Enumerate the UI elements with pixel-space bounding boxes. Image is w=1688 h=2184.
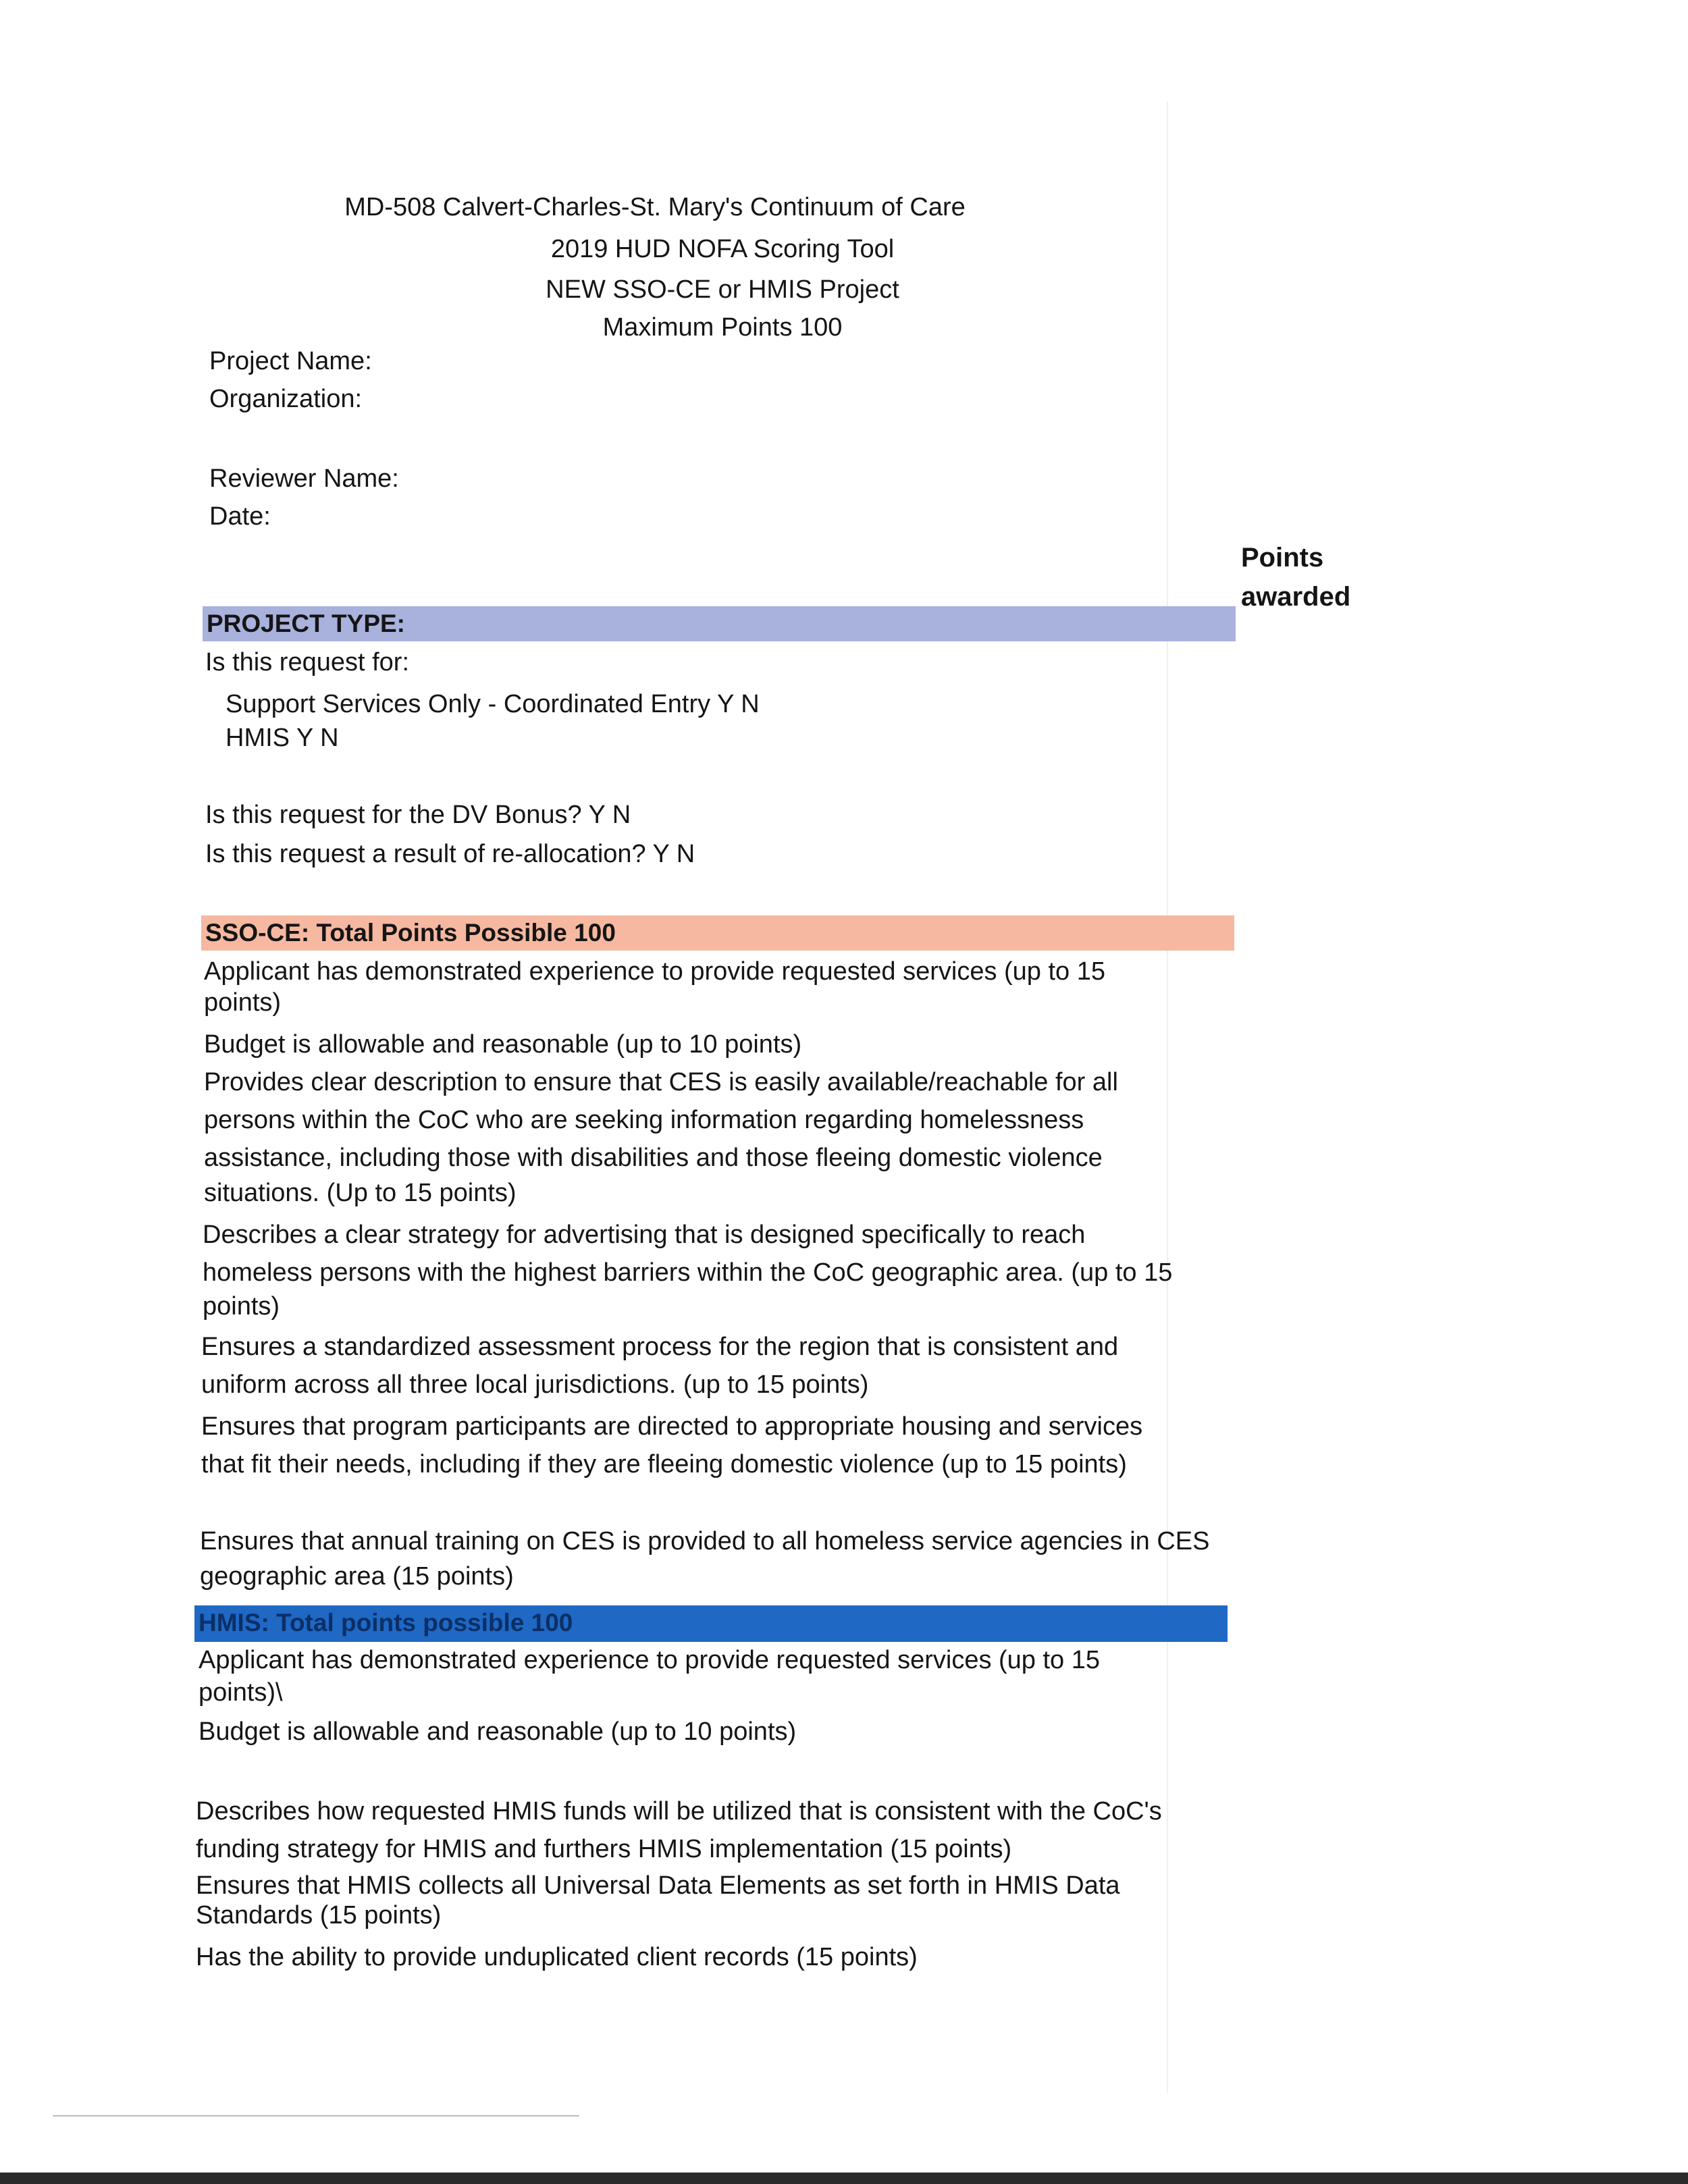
points-column-label-line1: Points (1241, 543, 1324, 572)
project-type-option-sso: Support Services Only - Coordinated Entry Y N (226, 690, 760, 718)
reviewer-name-field: Reviewer Name: (209, 464, 399, 493)
hmis-line: points)\ (199, 1678, 283, 1707)
sso-ce-line: Budget is allowable and reasonable (up to 10 points) (204, 1030, 802, 1059)
sso-ce-heading: SSO-CE: Total Points Possible 100 (205, 919, 616, 947)
reallocation-question: Is this request a result of re-allocation? Y N (205, 840, 695, 868)
hmis-heading: HMIS: Total points possible 100 (199, 1609, 573, 1636)
project-type-question: Is this request for: (205, 648, 410, 676)
scan-bottom-edge (0, 2173, 1688, 2184)
sso-ce-line: Applicant has demonstrated experience to provide requested services (up to 15 (204, 957, 1106, 986)
hmis-line: Describes how requested HMIS funds will be utilized that is consistent with the CoC's (196, 1797, 1162, 1826)
hmis-line: funding strategy for HMIS and furthers HMIS implementation (15 points) (196, 1835, 1012, 1863)
header-title: MD-508 Calvert-Charles-St. Mary's Continuum of Care (344, 193, 966, 221)
hmis-line: Has the ability to provide unduplicated client records (15 points) (196, 1943, 918, 1971)
hmis-line: Budget is allowable and reasonable (up to 10 points) (199, 1717, 797, 1746)
sso-ce-line: Provides clear description to ensure that CES is easily available/reachable for all (204, 1068, 1118, 1096)
hmis-line: Applicant has demonstrated experience to provide requested services (up to 15 (199, 1646, 1101, 1674)
organization-field: Organization: (209, 385, 363, 413)
sso-ce-line: situations. (Up to 15 points) (204, 1179, 517, 1207)
hmis-line: Ensures that HMIS collects all Universal Data Elements as set forth in HMIS Data (196, 1871, 1120, 1900)
sso-ce-line: persons within the CoC who are seeking information regarding homelessness (204, 1106, 1084, 1134)
header-subtitle: 2019 HUD NOFA Scoring Tool (550, 235, 895, 263)
sso-ce-line: Ensures a standardized assessment process for the region that is consistent and (201, 1333, 1119, 1361)
scan-artifact-line (1167, 101, 1168, 2093)
sso-ce-line: uniform across all three local jurisdictions. (up to 15 points) (201, 1370, 869, 1399)
sso-ce-line: homeless persons with the highest barriers within the CoC geographic area. (up to 15 (203, 1258, 1173, 1287)
points-column-label-line2: awarded (1241, 582, 1351, 612)
sso-ce-line: assistance, including those with disabilities and those fleeing domestic violence (204, 1144, 1103, 1172)
sso-ce-line: geographic area (15 points) (200, 1562, 514, 1591)
hmis-line: Standards (15 points) (196, 1901, 442, 1929)
sso-ce-line: that fit their needs, including if they are fleeing domestic violence (up to 15 points) (201, 1450, 1127, 1479)
sso-ce-line: Ensures that annual training on CES is provided to all homeless service agencies in CES (200, 1527, 1210, 1555)
sso-ce-line: Ensures that program participants are directed to appropriate housing and services (201, 1412, 1143, 1441)
date-field: Date: (209, 502, 271, 531)
sso-ce-line: Describes a clear strategy for advertising that is designed specifically to reach (203, 1221, 1086, 1249)
header-max-points: Maximum Points 100 (602, 313, 843, 342)
project-type-option-hmis: HMIS Y N (226, 724, 339, 752)
sso-ce-line: points) (203, 1292, 280, 1321)
sso-ce-line: points) (204, 988, 282, 1017)
footer-rule (53, 2115, 579, 2116)
dv-bonus-question: Is this request for the DV Bonus? Y N (205, 801, 631, 829)
project-name-field: Project Name: (209, 347, 372, 375)
project-type-heading: PROJECT TYPE: (207, 610, 405, 637)
header-project-type: NEW SSO-CE or HMIS Project (546, 275, 899, 304)
